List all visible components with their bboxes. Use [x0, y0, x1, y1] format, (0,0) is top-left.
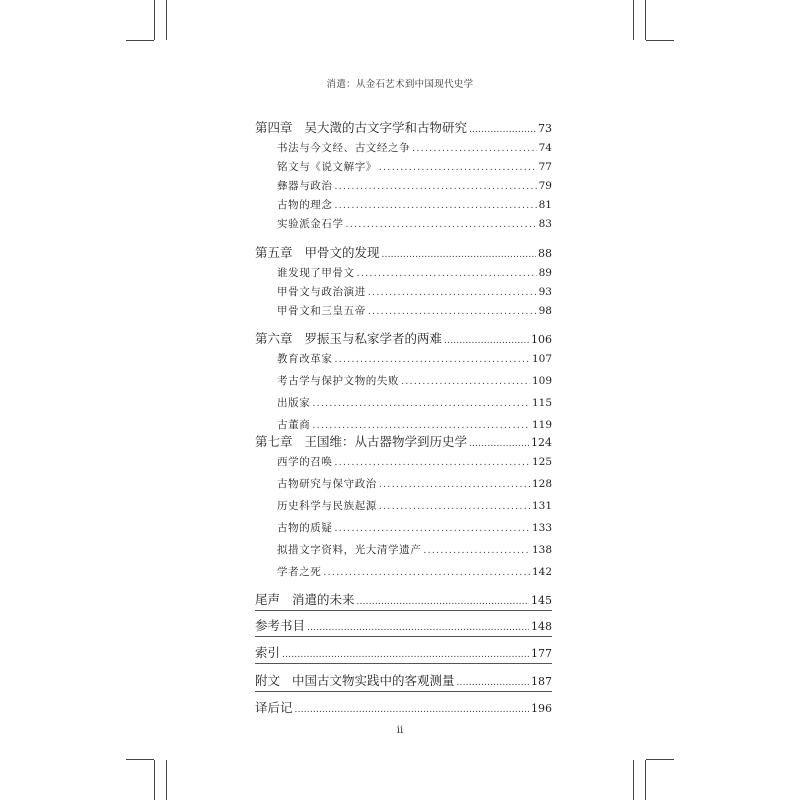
page-number: 128 [531, 478, 552, 490]
dot-leader [312, 399, 530, 409]
page-number: 109 [531, 375, 552, 387]
dot-leader [423, 546, 530, 556]
page-number: 77 [538, 161, 552, 173]
dot-leader [312, 421, 530, 431]
divider [255, 691, 552, 692]
dot-leader [282, 650, 529, 660]
chapter-title: 中国古文物实践中的客观测量 [291, 673, 455, 688]
crop-mark [166, 760, 167, 800]
section-title: 甲骨文与政治演进 [277, 286, 366, 298]
dot-leader [368, 288, 537, 298]
page-number: 98 [538, 305, 552, 317]
toc-section-row[interactable] [255, 520, 552, 535]
chapter-title: 参考书目 [255, 618, 306, 633]
dot-leader [379, 480, 530, 490]
divider [255, 663, 552, 664]
section-title: 铭文与《说文解字》 [277, 161, 377, 173]
section-title: 甲骨文和三皇五帝 [277, 305, 366, 317]
toc-section-row[interactable] [255, 498, 552, 513]
section-title: 谁发现了甲骨文 [277, 267, 355, 279]
section-title: 书法与今文经、古文经之争 [277, 142, 411, 154]
page-number: 74 [538, 142, 552, 154]
page-number: 119 [531, 419, 552, 431]
chapter-title: 罗振玉与私家学者的两难 [304, 331, 442, 346]
toc-chapter-row[interactable] [255, 616, 552, 634]
dot-leader [357, 269, 537, 279]
chapter-label: 附文 [255, 673, 281, 688]
section-title: 实验派金石学 [277, 218, 344, 230]
section-title: 出版家 [277, 397, 311, 409]
page-number: 138 [531, 544, 552, 556]
dot-leader [456, 678, 529, 688]
dot-leader [295, 705, 529, 715]
crop-mark [645, 760, 646, 800]
dot-leader [356, 597, 529, 607]
toc-section-row[interactable] [255, 351, 552, 366]
crop-mark [154, 760, 155, 800]
toc-section-row[interactable] [255, 476, 552, 491]
toc-section-row[interactable] [255, 216, 552, 231]
dot-leader [335, 458, 530, 468]
toc-chapter-row[interactable] [255, 698, 552, 716]
dot-leader [412, 144, 536, 154]
toc-chapter-row[interactable] [255, 643, 552, 661]
toc-chapter-row[interactable] [255, 432, 552, 450]
toc-section-row[interactable] [255, 303, 552, 318]
chapter-label: 第四章 [255, 120, 293, 135]
section-title: 古物的理念 [277, 199, 333, 211]
toc-section-row[interactable] [255, 265, 552, 280]
dot-leader [379, 502, 530, 512]
dot-leader [307, 623, 529, 633]
crop-mark [154, 0, 155, 40]
chapter-label: 第七章 [255, 434, 293, 449]
dot-leader [469, 125, 536, 135]
toc-section-row[interactable] [255, 373, 552, 388]
page-number: 107 [531, 353, 552, 365]
chapter-title: 吴大澂的古文字学和古物研究 [304, 120, 467, 135]
toc-chapter-row[interactable] [255, 590, 552, 608]
page-number: 73 [538, 122, 552, 135]
dot-leader [401, 377, 530, 387]
dot-leader [444, 336, 529, 346]
dot-leader [335, 182, 537, 192]
page-number: 142 [531, 566, 552, 578]
toc-section-row[interactable] [255, 454, 552, 469]
page-number: 145 [531, 594, 552, 607]
page-number: 125 [531, 456, 552, 468]
dot-leader [346, 220, 537, 230]
toc-section-row[interactable] [255, 564, 552, 579]
toc-section-row[interactable] [255, 140, 552, 155]
chapter-label: 第六章 [255, 331, 293, 346]
dot-leader [381, 250, 536, 260]
dot-leader [323, 568, 530, 578]
toc-section-row[interactable] [255, 197, 552, 212]
section-title: 西学的召唤 [277, 456, 333, 468]
toc-section-row[interactable] [255, 417, 552, 432]
toc-section-row[interactable] [255, 159, 552, 174]
toc-section-row[interactable] [255, 178, 552, 193]
chapter-title: 甲骨文的发现 [304, 245, 380, 260]
crop-mark [126, 759, 154, 760]
dot-leader [379, 163, 537, 173]
chapter-title: 译后记 [255, 700, 293, 715]
toc-chapter-row[interactable] [255, 118, 552, 136]
chapter-label: 第五章 [255, 245, 293, 260]
section-title: 古物的质疑 [277, 522, 333, 534]
section-title: 古董商 [277, 419, 311, 431]
crop-mark [646, 40, 674, 41]
page-number: 93 [538, 286, 552, 298]
crop-mark [126, 40, 154, 41]
divider [255, 610, 552, 611]
chapter-label: 尾声 [255, 592, 281, 607]
page-number: 148 [531, 620, 552, 633]
toc-section-row[interactable] [255, 542, 552, 557]
dot-leader [368, 307, 537, 317]
running-head: 消遣：从金石艺术到中国现代史学 [326, 79, 474, 90]
page-number: 133 [531, 522, 552, 534]
page-folio: ii [396, 725, 404, 736]
page-number: 177 [531, 647, 552, 660]
page-number: 83 [538, 218, 552, 230]
toc-chapter-row[interactable] [255, 329, 552, 347]
section-title: 历史科学与民族起源 [277, 500, 377, 512]
page-number: 115 [531, 397, 552, 409]
crop-mark [633, 0, 634, 40]
toc-chapter-row[interactable] [255, 671, 552, 689]
chapter-title: 王国维：从古器物学到历史学 [304, 434, 467, 449]
section-title: 古物研究与保守政治 [277, 478, 377, 490]
section-title: 学者之死 [277, 566, 322, 578]
crop-mark [645, 0, 646, 40]
chapter-title: 消遣的未来 [291, 592, 355, 607]
page-number: 196 [531, 702, 552, 715]
dot-leader [335, 524, 530, 534]
section-title: 教育改革家 [277, 353, 333, 365]
dot-leader [469, 439, 529, 449]
crop-mark [166, 0, 167, 40]
page-number: 187 [531, 675, 552, 688]
page-number: 106 [531, 333, 552, 346]
section-title: 拟措文字资料，光大清学遗产 [277, 544, 422, 556]
toc-section-row[interactable] [255, 284, 552, 299]
dot-leader [335, 201, 537, 211]
dot-leader [335, 355, 530, 365]
page-number: 89 [538, 267, 552, 279]
page-number: 124 [531, 436, 552, 449]
section-title: 考古学与保护文物的失败 [277, 375, 400, 387]
page-number: 79 [538, 180, 552, 192]
toc-chapter-row[interactable] [255, 243, 552, 261]
section-title: 彝器与政治 [277, 180, 333, 192]
toc-section-row[interactable] [255, 395, 552, 410]
crop-mark [646, 759, 674, 760]
page-number: 81 [538, 199, 552, 211]
crop-mark [633, 760, 634, 800]
page-number: 88 [538, 247, 552, 260]
page-number: 131 [531, 500, 552, 512]
chapter-title: 索引 [255, 645, 281, 660]
divider [255, 636, 552, 637]
